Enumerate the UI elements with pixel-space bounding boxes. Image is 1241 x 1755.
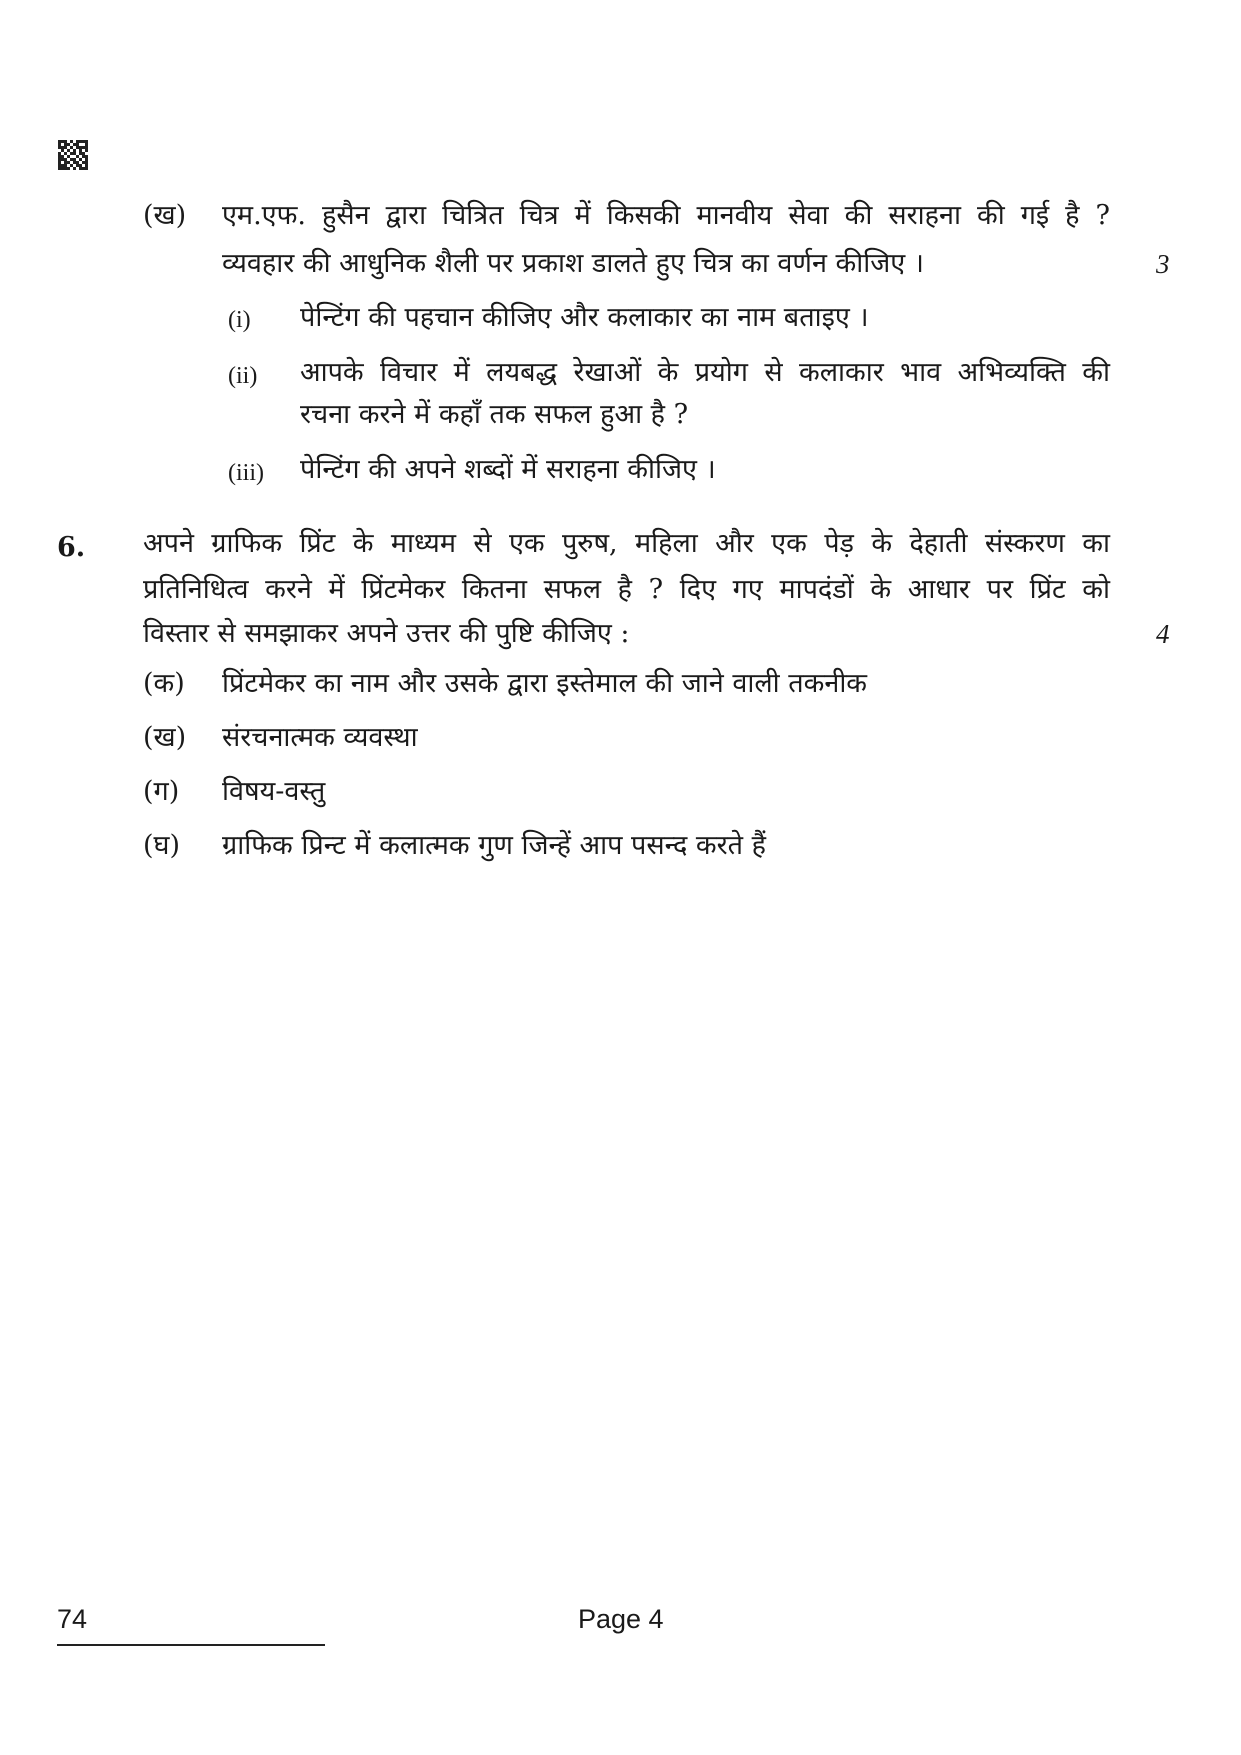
subpart-i-text: पेन्टिंग की पहचान कीजिए और कलाकार का नाम बताइए । [300, 302, 869, 333]
option-kha-text: संरचनात्मक व्यवस्था [222, 722, 418, 753]
qr-code-icon [58, 140, 88, 170]
option-ga-text: विषय-वस्तु [222, 776, 326, 807]
question-5b-line-1: एम.एफ. हुसैन द्वारा चित्रित चित्र में किसकी मानवीय सेवा की सराहना की गई है ? [222, 200, 1110, 231]
subpart-ii-line-1: आपके विचार में लयबद्ध रेखाओं के प्रयोग से कलाकार भाव अभिव्यक्ति की [300, 357, 1110, 388]
option-ka-text: प्रिंटमेकर का नाम और उसके द्वारा इस्तेमाल की जाने वाली तकनीक [222, 668, 868, 699]
page-number: Page 4 [578, 1604, 664, 1634]
subpart-i-label: (i) [228, 307, 251, 333]
option-gha-label: (घ) [143, 830, 181, 861]
question-6-line-3: विस्तार से समझाकर अपने उत्तर की पुष्टि कीजिए : [143, 618, 630, 649]
subpart-ii-line-2: रचना करने में कहाँ तक सफल हुआ है ? [300, 399, 689, 430]
subpart-ii-label: (ii) [228, 363, 258, 389]
paper-code: 74 [57, 1604, 88, 1634]
question-5b-label: (ख) [143, 200, 187, 231]
question-6-marks: 4 [1156, 619, 1170, 649]
question-5b-line-2: व्यवहार की आधुनिक शैली पर प्रकाश डालते हुए चित्र का वर्णन कीजिए । [222, 248, 925, 279]
option-ka-label: (क) [143, 668, 185, 699]
question-6-number: 6. [57, 532, 86, 563]
option-kha-label: (ख) [143, 722, 187, 753]
subpart-iii-label: (iii) [228, 460, 264, 486]
option-gha-text: ग्राफिक प्रिन्ट में कलात्मक गुण जिन्हें आप पसन्द करते हैं [222, 830, 766, 861]
question-5b-marks: 3 [1156, 249, 1170, 279]
question-6-line-1: अपने ग्राफिक प्रिंट के माध्यम से एक पुरुष, महिला और एक पेड़ के देहाती संस्करण का [143, 528, 1110, 559]
subpart-iii-text: पेन्टिंग की अपने शब्दों में सराहना कीजिए । [300, 454, 716, 485]
footer-divider [57, 1644, 325, 1646]
option-ga-label: (ग) [143, 776, 180, 807]
question-6-line-2: प्रतिनिधित्व करने में प्रिंटमेकर कितना सफल है ? दिए गए मापदंडों के आधार पर प्रिंट को [143, 574, 1110, 605]
